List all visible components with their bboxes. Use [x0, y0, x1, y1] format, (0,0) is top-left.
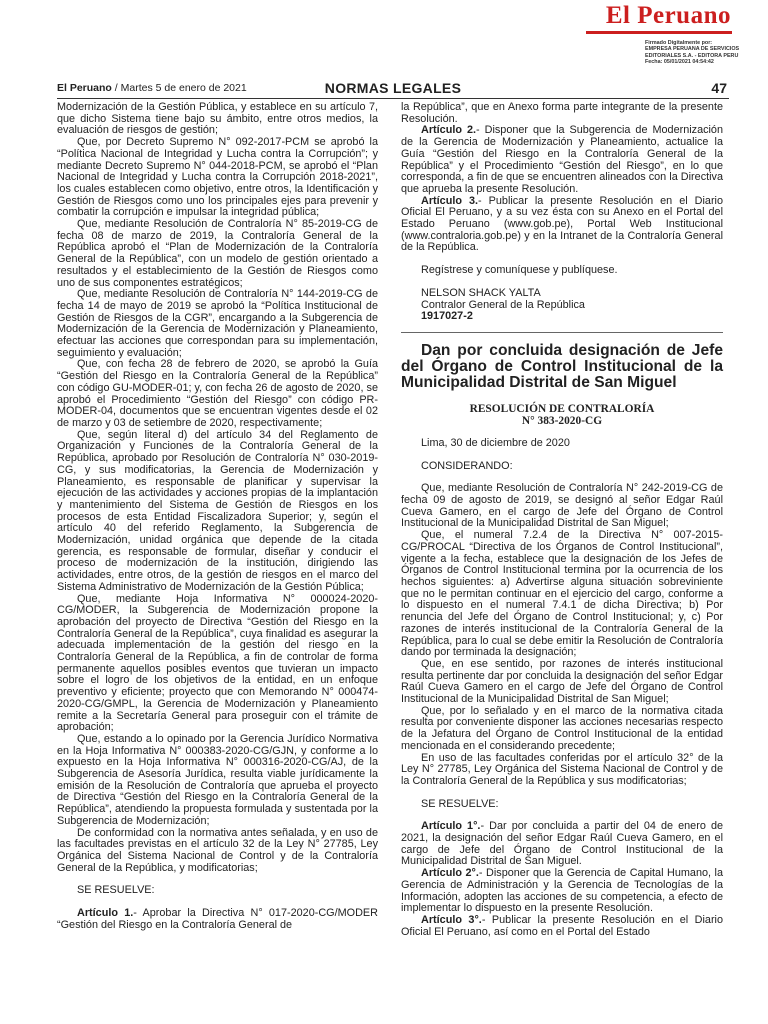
article-text: - Publicar la presente Resolución en el Diario Oficial El Peruano, y a su vez ésta con su Anexo en el Portal del Estado Peruano (www.gob.pe), Portal Web Institucional (www.contraloria.gob.pe) y en la Intranet de la Contraloría General de la República.: [401, 194, 723, 254]
article-text: - Dar por concluida a partir del 04 de enero de 2021, la designación del señor Edgar Raúl Cueva Gamero, en el cargo de Jefe del Órgano de Control Institucional de la Municipalidad Distrital de San Miguel.: [401, 820, 724, 868]
paragraph: Que, según literal d) del artículo 34 del Reglamento de Organización y Funciones de la Contraloría General de la República, aprobado por Resolución de Contraloría N° 030-2019-CG, y sus modificatorias, la Gerencia de Modernización y Planeamiento, es responsable de planificar y supervisar la ejecución de las actividades y acciones propias de la implantación y mantenimiento del Sistema de Gestión de Riesgos en los procesos de esta Entidad Fiscalizadora Superior; y, según el artículo 40 del referido Reglamento, la Subgerencia de Modernización, unidad orgánica que depende de la citada gerencia, es responsable de formular, diseñar y conducir el proceso de modernización de la institución, dirigiendo las actividades, entre otros, de la gestión de riesgos en el marco del Sistema Administrativo de Modernización de la Gestión Pública;: [57, 428, 378, 593]
paragraph: Que, mediante Resolución de Contraloría N° 85-2019-CG de fecha 08 de marzo de 2019, la Contraloría General de la República aprobó el “Plan de Modernización de la Contraloría General de la República”, con un modelo de gestión orientado a resultados y el establecimiento de la Gestión de Riesgos como uno de sus componentes estratégicos;: [57, 218, 378, 289]
article-label: Artículo 1.: [77, 907, 134, 920]
article-label: Artículo 2.: [421, 124, 477, 137]
paragraph: Que, mediante Hoja Informativa N° 000024-2020-CG/MODER, la Subgerencia de Modernización propone la aprobación del proyecto de Directiva “Gestión del Riesgo en la Contraloría General de la República”, cuya finalidad es asegurar la adecuada implementación de la gestión del riesgo en la Contraloría General de la República, a fin de controlar de forma permanente aquellos posibles eventos que tuvieran un impacto sobre el logro de los objetivos de la entidad, en un enfoque preventivo y eficiente; proyecto que con Memorando N° 000474-2020-CG/GMPL, la Gerencia de Modernización y Planeamiento remite a la Secretaría General para proseguir con el trámite de aprobación;: [57, 592, 378, 734]
article-1: [57, 908, 378, 931]
article-1: [401, 821, 723, 868]
signature-line: EMPRESA PERUANA DE SERVICIOS: [645, 46, 740, 53]
paragraph: la República”, que en Anexo forma parte integrante de la presente Resolución.: [401, 101, 723, 125]
signer-role: Contralor General de la República: [421, 298, 585, 311]
page-number: 47: [711, 80, 727, 96]
se-resuelve: SE RESUELVE:: [421, 797, 499, 810]
paragraph: Modernización de la Gestión Pública, y establece en su artículo 7, que dicho Sistema tiene bajo su ámbito, entre otros medios, la evaluación de riesgos de gestión;: [57, 101, 378, 137]
article-2: [401, 125, 723, 195]
article-3: [401, 915, 723, 938]
signature-line: EDITORIALES S.A. - EDITORA PERU: [645, 52, 739, 59]
paragraph: En uso de las facultades conferidas por el artículo 32° de la Ley N° 27785, Ley Orgánica del Sistema Nacional de Control y de la Contraloría General de la República y sus modificatorias;: [401, 751, 723, 787]
article-label: Artículo 1°.: [421, 820, 481, 833]
signature-line: Fecha: 05/01/2021 04:54:42: [645, 59, 714, 66]
right-column: [401, 102, 723, 938]
left-column: [57, 102, 378, 932]
paragraph: Que, estando a lo opinado por la Gerencia Jurídico Normativa en la Hoja Informativa N° 000383-2020-CG/GJN, y conforme a lo expuesto en la Hoja Informativa N° 000316-2020-CG/AJ, de la Subgerencia de Asesoría Jurídica, resulta viable jurídicamente la emisión de la Resolución de Contraloría que aprueba el proyecto de Directiva “Gestión del Riesgo en la Contraloría General de la República”, atendiendo la propuesta formulada y sustentada por la Subgerencia de Modernización;: [57, 732, 378, 827]
signature-block: [401, 288, 723, 311]
article-text: - Publicar la presente Resolución en el Diario Oficial El Peruano, así como en el Portal del Estado: [401, 913, 723, 938]
paragraph: Que, por lo señalado y en el marco de la normativa citada resulta por conveniente disponer las acciones necesarias respecto de la Jefatura del Órgano de Control Institucional de la entidad mencionada en el considerando precedente;: [401, 704, 723, 752]
paragraph: Que, con fecha 28 de febrero de 2020, se aprobó la Guía “Gestión del Riesgo en la Contraloría General de la República” con código GU-MODER-01; y, con fecha 26 de agosto de 2020, se aprobó el Procedimiento “Gestión del Riesgo” con código PR-MODER-04, documentos que se encuentran vigentes desde el 02 de marzo y 03 de setiembre de 2020, respectivamente;: [57, 358, 378, 429]
resolution-title: [401, 403, 723, 427]
closing-formula: Regístrese y comuníquese y publíquese.: [421, 264, 618, 277]
masthead: [0, 0, 768, 80]
considerando-heading: CONSIDERANDO:: [421, 459, 513, 472]
article-2: [401, 868, 723, 915]
header-paper-name: El Peruano: [57, 82, 112, 94]
page-header: [57, 80, 729, 99]
article-text: - Disponer que la Subgerencia de Modernización de la Gerencia de Modernización y Planeamiento, actualice la Guía “Gestión del Riesgo en la Contraloría General de la República” y el Procedimiento “Gestión del Riesgo”, en lo que corresponda, a fin de que se encuentren alineados con la Directiva que aprueba la presente Resolución.: [401, 124, 723, 195]
signature-line: Firmado Digitalmente por:: [645, 40, 713, 46]
section-divider: [401, 332, 723, 333]
article-label: Artículo 3.: [421, 194, 479, 207]
article-text: - Aprobar la Directiva N° 017-2020-CG/MODER “Gestión del Riesgo en la Contraloría General de: [57, 907, 378, 931]
place-date: Lima, 30 de diciembre de 2020: [421, 436, 570, 449]
se-resuelve: SE RESUELVE:: [77, 884, 155, 897]
paragraph: De conformidad con la normativa antes señalada, y en uso de las facultades previstas en el artículo 32 de la Ley N° 27785, Ley Orgánica del Sistema Nacional de Control y de la Contraloría General de la República, y modificatorias;: [57, 826, 378, 874]
paragraph: Que, mediante Resolución de Contraloría N° 144-2019-CG de fecha 14 de mayo de 2019 se aprobó la “Política Institucional de Gestión de Riesgos de la CGR”, encargando a la Subgerencia de Modernización de la Gerencia de Modernización y Planeamiento, efectuar las acciones que correspondan para su implementación, seguimiento y evaluación;: [57, 288, 378, 359]
resolution-number: N° 383-2020-CG: [521, 414, 603, 427]
logo-rule: [586, 31, 732, 34]
digital-signature: [645, 40, 755, 66]
article-label: Artículo 2°.: [421, 867, 479, 880]
resolution-title-line: RESOLUCIÓN DE CONTRALORÍA: [469, 402, 655, 415]
section-title: NORMAS LEGALES: [324, 80, 462, 96]
article-label: Artículo 3°.: [421, 913, 482, 926]
paragraph: Que, mediante Resolución de Contraloría N° 242-2019-CG de fecha 09 de agosto de 2019, se designó al señor Edgar Raúl Cueva Gamero, en el cargo de Jefe del Órgano de Control Institucional de la Municipalidad Distrital de San Miguel;: [401, 482, 723, 530]
article-title: Dan por concluida designación de Jefe del Órgano de Control Institucional de la Municipalidad Distrital de San Miguel: [401, 341, 723, 391]
paragraph: Que, por Decreto Supremo N° 092-2017-PCM se aprobó la “Política Nacional de Integridad y Lucha contra la Corrupción”; y mediante Decreto Supremo N° 044-2018-PCM, se aprobó el “Plan Nacional de Integridad y Lucha contra la Corrupción 2018-2021”, los cuales establecen como objetivo, entre otros, la Identificación y Gestión de Riesgos como uno los principales ejes para prevenir y combatir la corrupción e impulsar la integridad pública;: [57, 136, 378, 219]
signer-name: NELSON SHACK YALTA: [421, 286, 541, 299]
article-3: [401, 196, 723, 255]
paragraph: Que, en ese sentido, por razones de interés institucional resulta pertinente dar por concluida la designación del señor Edgar Raúl Cueva Gamero en el cargo de Jefe del Órgano de Control Institucional de la Municipalidad Distrital de San Miguel;: [401, 657, 723, 706]
article-text: - Disponer que la Gerencia de Capital Humano, la Gerencia de Administración y la Gerencia de Tecnologías de la Información, adopten las acciones de su competencia, a efecto de implementar lo dispuesto en la presente Resolución.: [401, 867, 723, 915]
paragraph: Que, el numeral 7.2.4 de la Directiva N° 007-2015-CG/PROCAL “Directiva de los Órganos de Control Institucional”, vigente a la fecha, establece que la designación de los Jefes de Órganos de Control Institucional termina por la ocurrencia de los hechos siguientes: a) Advertirse alguna situación sobreviniente que no le permitan continuar en el ejercicio del cargo, conforme a lo dispuesto en el numeral 7.4.1 de dicha Directiva; b) Por renuncia del Jefe del Órgano de Control Institucional; y, c) Por razones de interés institucional de la Contraloría General de la República, para lo cual se debe emitir la Resolución de Contraloría dando por terminada la designación;: [401, 529, 723, 659]
publication-code: 1917027-2: [421, 310, 473, 323]
header-date: / Martes 5 de enero de 2021: [114, 82, 247, 94]
newspaper-logo: El Peruano: [605, 2, 731, 29]
